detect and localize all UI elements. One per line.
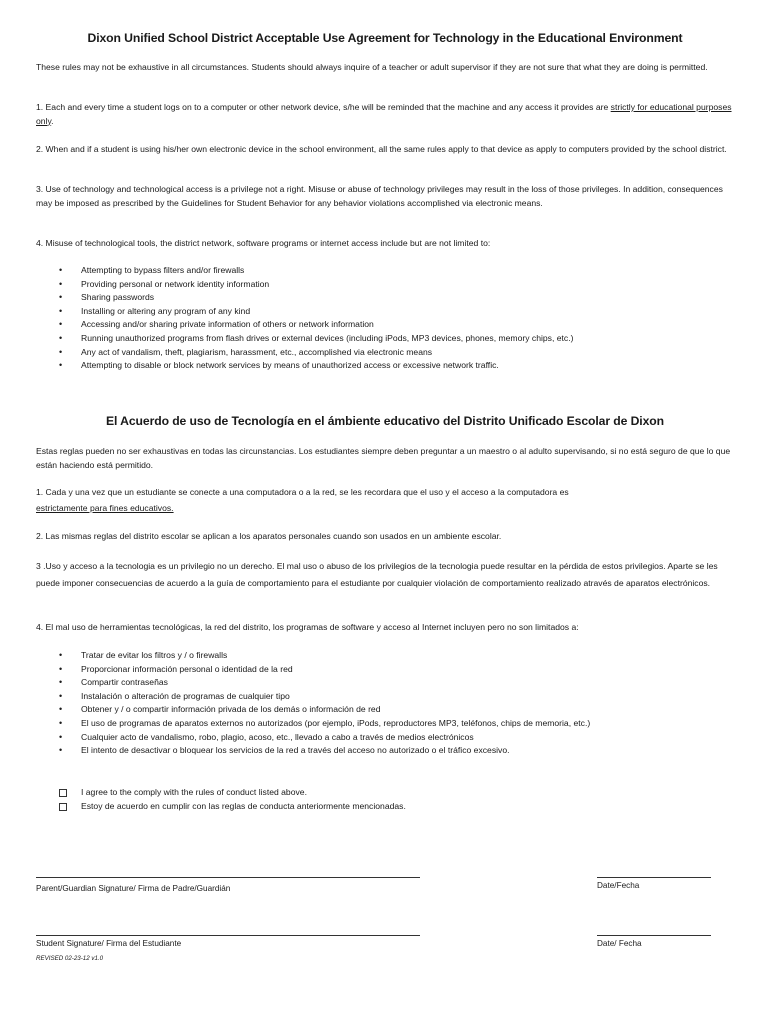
agreement-spanish-checkbox[interactable] <box>59 803 67 811</box>
list-item: • Running unauthorized programs from flash drives or external devices (including iPods, MP3 devices, phones, memory chips, etc.) <box>59 332 719 346</box>
agreement-checkboxes <box>59 786 406 813</box>
spanish-rule-1-text: 1. Cada y una vez que un estudiante se conecte a una computadora o a la red, se les recordara que el uso y el acceso a la computadora es <box>36 487 569 497</box>
list-item: • Tratar de evitar los filtros y / o firewalls <box>59 649 719 663</box>
english-rule-1-text: 1. Each and every time a student logs on to a computer or other network device, s/he will be reminded that the machine and any access it provides are <box>36 102 609 112</box>
spanish-title: El Acuerdo de uso de Tecnología en el ámbiente educativo del Distrito Unificado Escolar de Dixon <box>106 414 664 428</box>
list-item: • Any act of vandalism, theft, plagiarism, harassment, etc., accomplished via electronic means <box>59 346 719 360</box>
list-item: • Cualquier acto de vandalismo, robo, plagio, acoso, etc., llevado a cabo a través de medios electrónicos <box>59 731 719 745</box>
english-rule-1 <box>36 101 736 128</box>
parent-signature-line[interactable] <box>36 877 420 878</box>
spanish-rule-1-emphasis: estrictamente para fines educativos. <box>36 502 174 513</box>
list-item: • Providing personal or network identity information <box>59 278 719 292</box>
revision-note: REVISED 02-23-12 v1.0 <box>36 955 104 962</box>
agreement-spanish-label: Estoy de acuerdo en cumplir con las reglas de conducta anteriormente mencionadas. <box>81 800 406 811</box>
list-item: • El intento de desactivar o bloquear los servicios de la red a través del acceso no autorizado o el tráfico excesivo. <box>59 744 719 758</box>
parent-date-line[interactable] <box>597 877 711 878</box>
student-signature-line[interactable] <box>36 935 420 936</box>
student-date-line[interactable] <box>597 935 711 936</box>
list-item: • Attempting to bypass filters and/or firewalls <box>59 264 719 278</box>
english-rule-1-end: . <box>51 115 54 126</box>
parent-date-label: Date/Fecha <box>597 881 640 890</box>
spanish-intro: Estas reglas pueden no ser exhaustivas en todas las circunstancias. Los estudiantes siempre deben preguntar a un maestro o al adulto supervisando, si no está seguro de que lo que están haciendo está permitido. <box>36 446 731 470</box>
list-item: • Sharing passwords <box>59 291 719 305</box>
agreement-spanish-row[interactable] <box>59 800 406 814</box>
student-date-label: Date/ Fecha <box>597 939 642 948</box>
spanish-rule-3: 3 .Uso y acceso a la tecnologia es un privilegio no un derecho. El mal uso o abuso de los privilegios de la tecnologia puede resultar en la pérdida de estos privilegios. Aparte se les puede imponer consecuencias de acuerdo a la guía de comportamiento para el estudiante por cualquier violación de comportamiento realizado através de aparatos electrónicos. <box>36 561 718 588</box>
list-item: • Accessing and/or sharing private information of others or network information <box>59 318 719 332</box>
list-item: • Proporcionar información personal o identidad de la red <box>59 663 719 677</box>
list-item: • Compartir contraseñas <box>59 676 719 690</box>
english-rule-2: 2. When and if a student is using his/her own electronic device in the school environment, all the same rules apply to that device as apply to computers provided by the school district. <box>36 144 727 154</box>
list-item: • Instalación o alteración de programas de cualquier tipo <box>59 690 719 704</box>
agreement-english-row[interactable] <box>59 786 406 800</box>
english-bullet-list <box>59 264 719 373</box>
spanish-rule-4: 4. El mal uso de herramientas tecnológicas, la red del distrito, los programas de software y acceso al Internet incluyen pero no son limitados a: <box>36 622 579 632</box>
list-item: • Obtener y / o compartir información privada de los demás o información de red <box>59 703 719 717</box>
english-intro: These rules may not be exhaustive in all circumstances. Students should always inquire of a teacher or adult supervisor if they are not sure that what they are doing is permitted. <box>36 62 708 72</box>
spanish-rule-1 <box>36 485 736 516</box>
list-item: • Installing or altering any program of any kind <box>59 305 719 319</box>
agreement-english-checkbox[interactable] <box>59 789 67 797</box>
english-rule-1-emphasis: strictly for educational purposes only <box>36 102 732 126</box>
spanish-bullet-list <box>59 649 719 758</box>
english-rule-4: 4. Misuse of technological tools, the district network, software programs or internet access include but are not limited to: <box>36 238 491 248</box>
list-item: • El uso de programas de aparatos externos no autorizados (por ejemplo, iPods, reproductores MP3, teléfonos, chips de memoria, etc.) <box>59 717 719 731</box>
agreement-english-label: I agree to the comply with the rules of conduct listed above. <box>81 787 307 797</box>
english-title: Dixon Unified School District Acceptable Use Agreement for Technology in the Educational Environment <box>87 31 683 45</box>
student-signature-label: Student Signature/ Firma del Estudiante <box>36 939 182 948</box>
list-item: • Attempting to disable or block network services by means of unauthorized access or excessive network traffic. <box>59 359 719 373</box>
parent-signature-label: Parent/Guardian Signature/ Firma de Padre/Guardián <box>36 884 231 893</box>
spanish-rule-2: 2. Las mismas reglas del distrito escolar se aplican a los aparatos personales cuando son usados en un ambiente escolar. <box>36 531 502 541</box>
english-rule-3: 3. Use of technology and technological access is a privilege not a right. Misuse or abuse of technology privileges may result in the loss of those privileges. In addition, consequences may be imposed as prescribed by the Guidelines for Student Behavior for any behavior violations accomplished via electronic means. <box>36 184 723 208</box>
